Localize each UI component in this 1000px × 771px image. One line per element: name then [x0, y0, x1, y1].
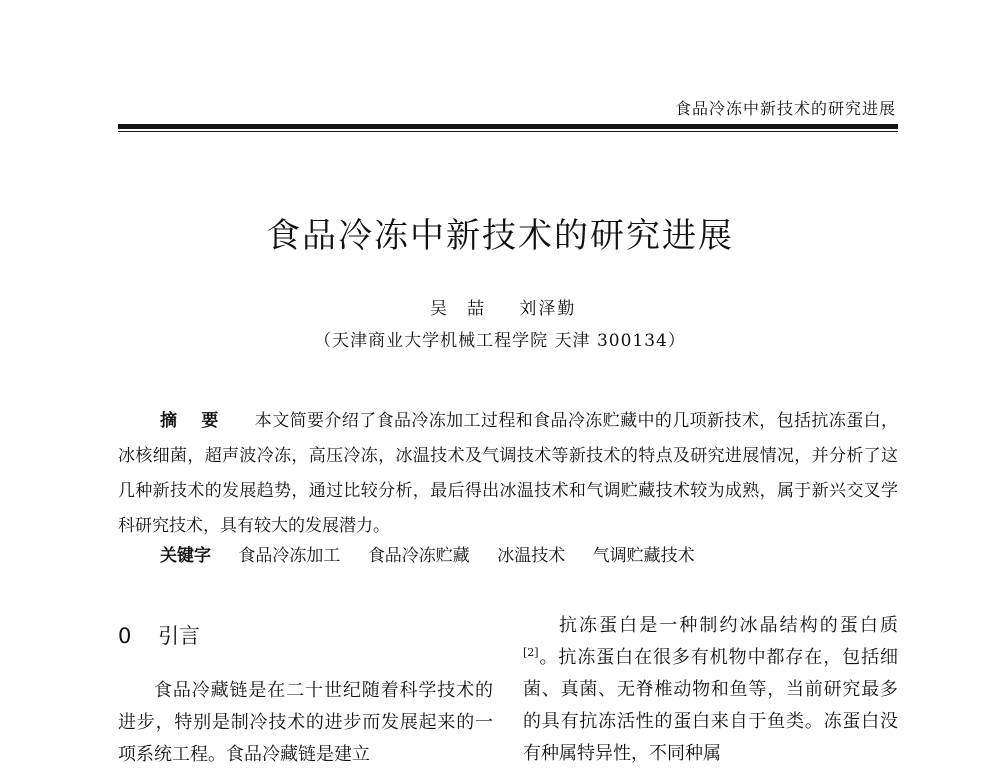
keyword: 食品冷冻加工: [238, 546, 341, 566]
header-rule-thin: [118, 131, 898, 132]
abstract-text: 本文简要介绍了食品冷冻加工过程和食品冷冻贮藏中的几项新技术，包括抗冻蛋白，冰核细菌，超声波冷冻，高压冷冻，冰温技术及气调技术等新技术的特点及研究进展情况，并分析了这几种新技术的发展趋势，通过比较分析，最后得出冰温技术和气调贮藏技术较为成熟，属于新兴交叉学科研究技术，具有较大的发展潜力。: [118, 411, 899, 536]
section-heading: [118, 620, 200, 650]
keyword: 气调贮藏技术: [592, 546, 695, 566]
keywords: [160, 541, 717, 566]
keyword: 冰温技术: [497, 546, 566, 566]
paragraph-text: 抗冻蛋白是一种制约冰晶结构的蛋白质: [559, 615, 898, 636]
abstract: [118, 404, 898, 544]
right-column-paragraph: [523, 610, 898, 770]
affiliation: （天津商业大学机械工程学院 天津 300134）: [314, 331, 686, 351]
authors: [430, 294, 576, 319]
citation-ref: [2]: [523, 646, 539, 659]
keyword: 食品冷冻贮藏: [367, 546, 470, 566]
left-column-paragraph: 食品冷藏链是在二十世纪随着科学技术的进步，特别是制冷技术的进步而发展起来的一项系统工程。食品冷藏链是建立: [118, 680, 493, 765]
section-number: 0: [118, 624, 132, 648]
paragraph-text: 。抗冻蛋白在很多有机物中都存在，包括细菌、真菌、无脊椎动物和鱼等，当前研究最多的具有抗冻活性的蛋白来自于鱼类。冻蛋白没有种属特异性，不同种属: [523, 647, 898, 764]
author-name: 刘泽勤: [519, 299, 577, 319]
abstract-label: 摘要: [160, 411, 243, 431]
author-name: 吴喆: [430, 299, 504, 319]
section-title: 引言: [158, 624, 201, 648]
paper-title: 食品冷冻中新技术的研究进展: [266, 216, 734, 256]
keywords-label: 关键字: [160, 546, 211, 566]
running-header: 食品冷冻中新技术的研究进展: [674, 99, 896, 118]
header-rule-thick: [118, 124, 898, 129]
